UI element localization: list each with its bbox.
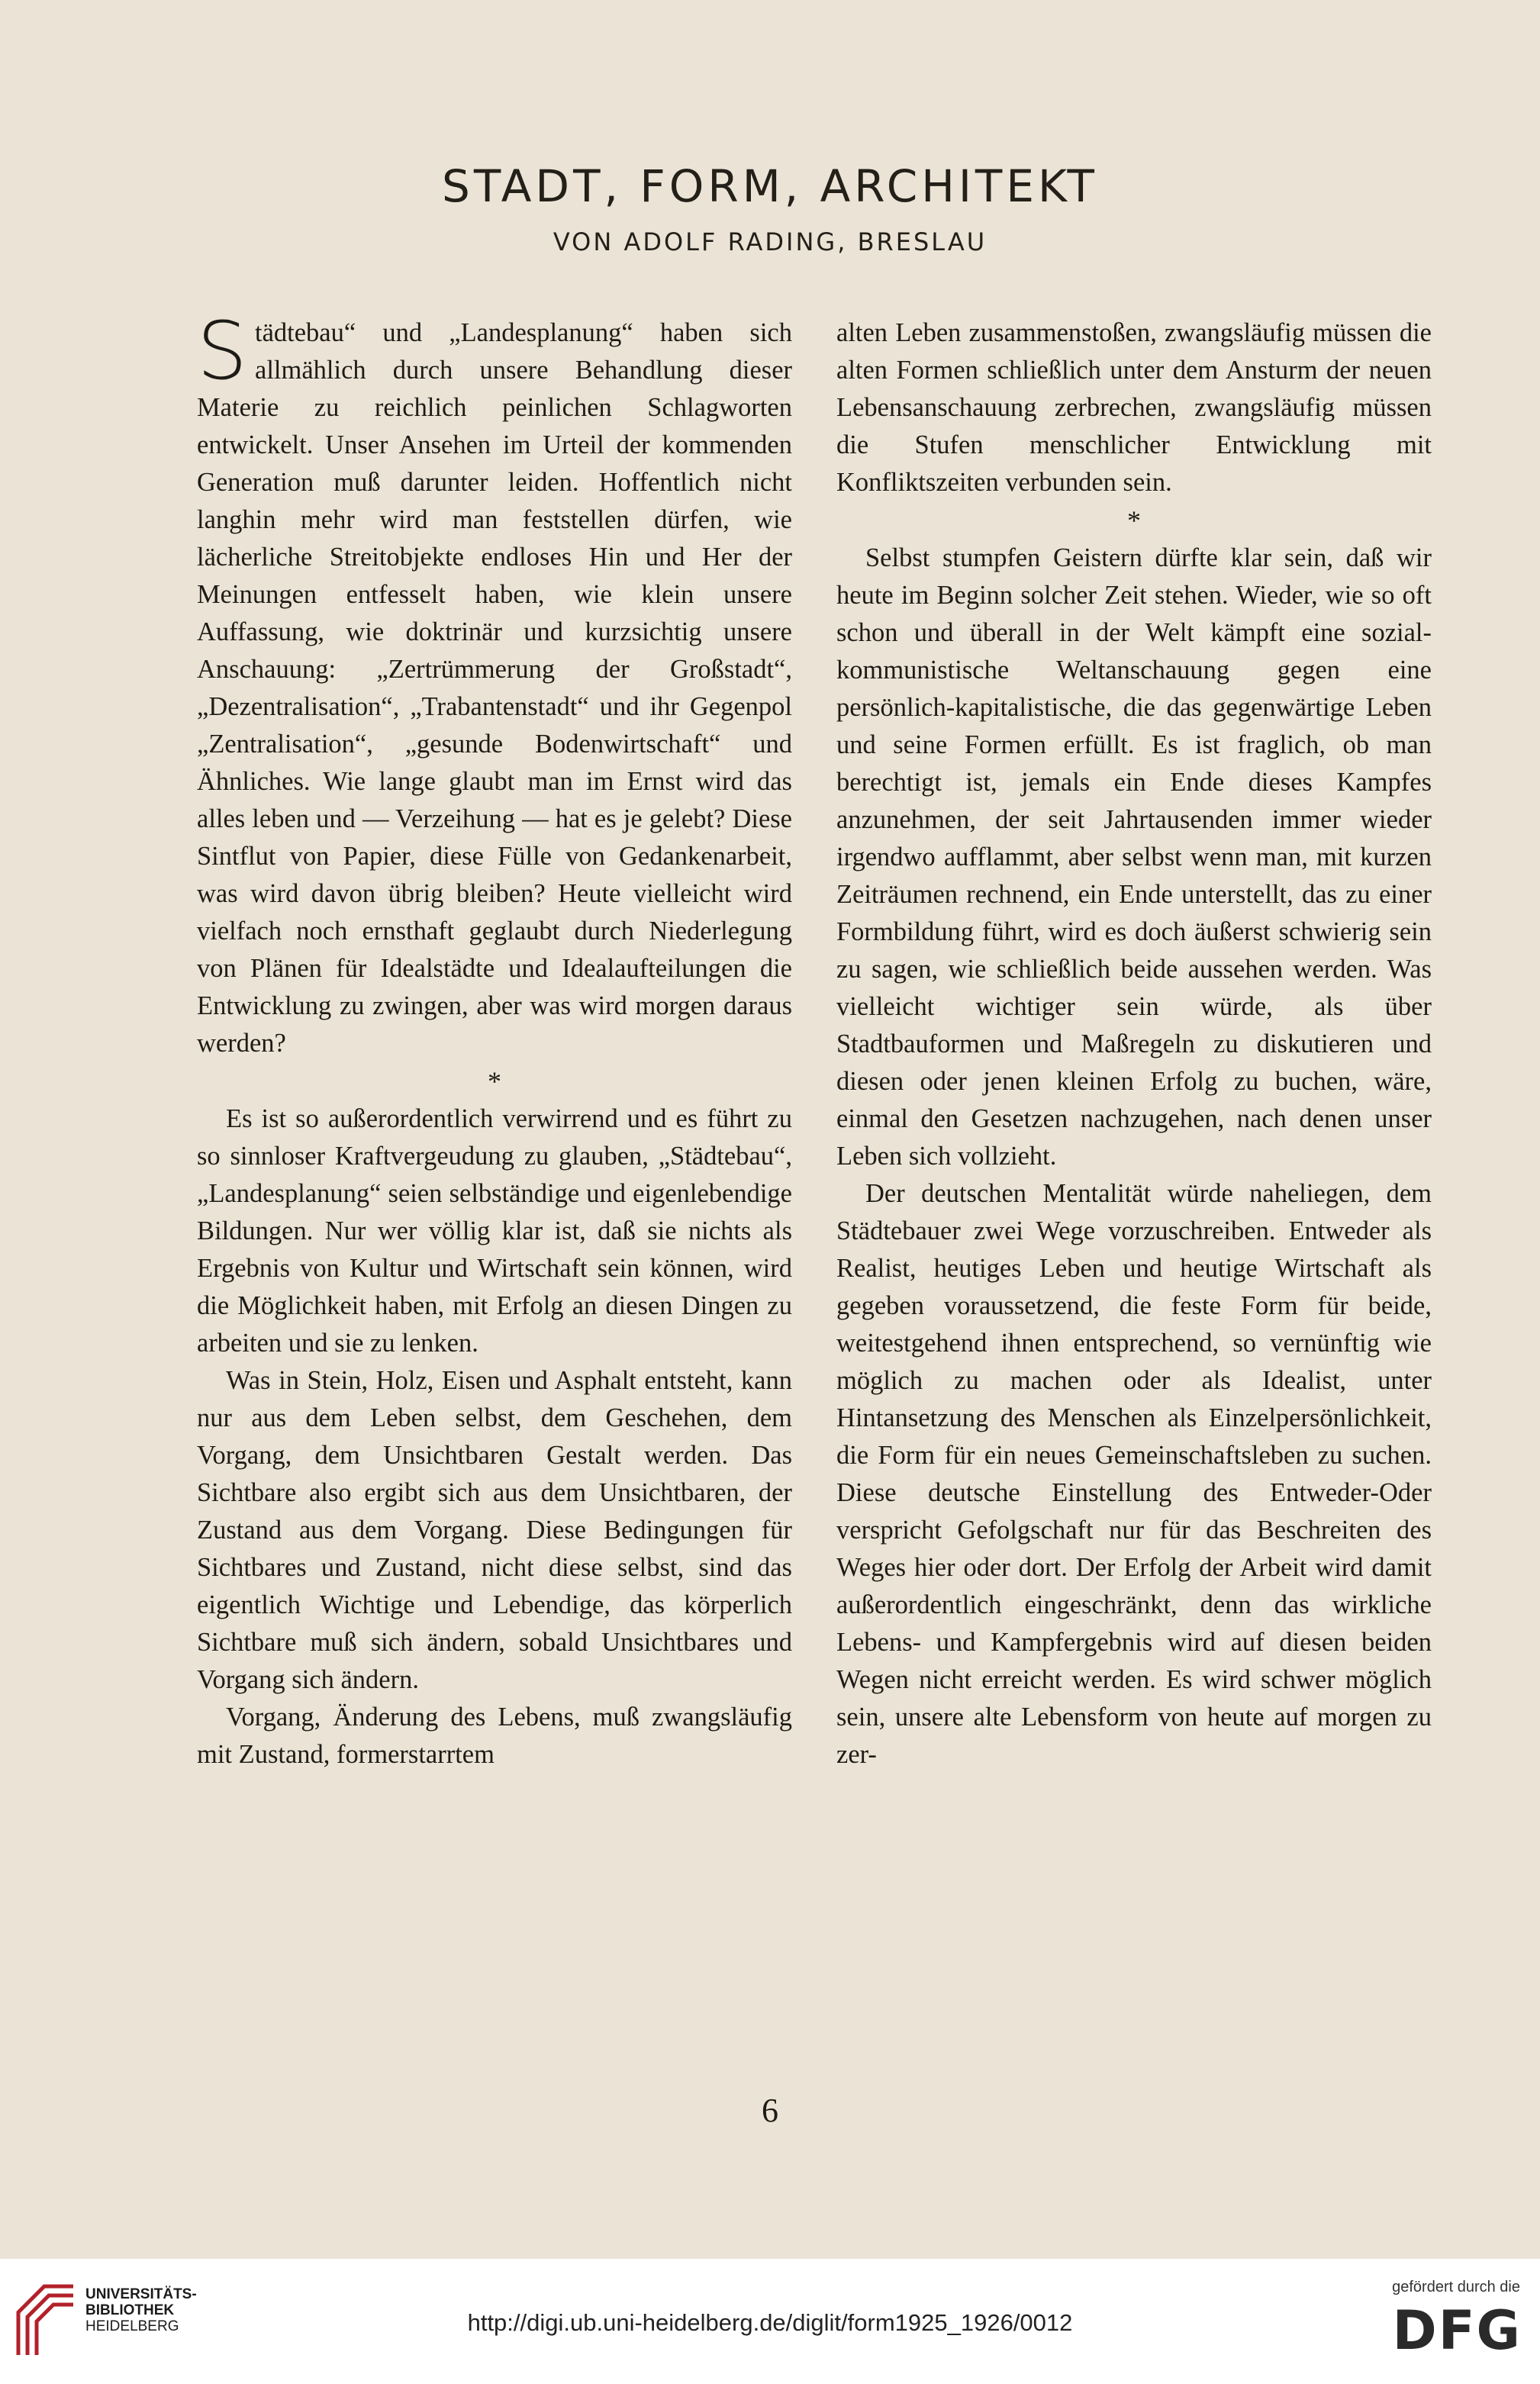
left-text-column <box>197 304 792 1774</box>
paragraph: Selbst stumpfen Geistern dürfte klar sein, daß wir heute im Beginn solcher Zeit stehen. Wieder, wie so oft schon und überall in der Welt kämpft eine sozial-kommunistische Weltanschauung gegen eine persönlich-kapitalistische, die das gegenwärtige Leben und seine Formen erfüllt. Es ist fraglich, ob man berechtigt ist, jemals ein Ende dieses Kampfes anzunehmen, der seit Jahrtausenden immer wieder irgendwo aufflammt, aber selbst wenn man, mit kurzen Zeiträumen rechnend, ein Ende unterstellt, das zu einer Formbildung führt, wird es doch äußerst schwierig sein zu sagen, wie schließlich beide aussehen werden. Was vielleicht wichtiger sein würde, als über Stadtbauformen und Maßregeln zu diskutieren und diesen oder jenen kleinen Erfolg zu buchen, wäre, einmal den Gesetzen nachzugehen, nach denen unser Leben sich vollzieht. <box>836 543 1432 1171</box>
library-name-line: BIBLIOTHEK <box>85 2302 175 2318</box>
right-text-column <box>836 314 1432 1774</box>
article-byline: VON ADOLF RADING, BRESLAU <box>553 227 987 256</box>
article-title: STADT, FORM, ARCHITEKT <box>442 160 1098 212</box>
section-separator: * <box>488 1066 501 1097</box>
paragraph: Vorgang, Änderung des Lebens, muß zwangsläufig mit Zustand, formerstarrtem <box>197 1703 792 1769</box>
page-number: 6 <box>762 2092 778 2129</box>
section-separator: * <box>1127 505 1141 536</box>
paragraph <box>197 304 792 1062</box>
paragraph: Der deutschen Mentalität würde naheliegen, dem Städtebauer zwei Wege vorzuschreiben. Entweder als Realist, heutiges Leben und heutige Wirtschaft als gegeben voraussetzend, die feste Form für beide, weitestgehend ihnen entsprechend, so vernünftig wie möglich zu machen oder als Idealist, unter Hintansetzung des Menschen als Einzelpersönlichkeit, die Form für ein neues Gemeinschaftsleben zu suchen. Diese deutsche Einstellung des Entweder-Oder verspricht Gefolgschaft nur für das Beschreiten des Weges hier oder dort. Der Erfolg der Arbeit wird damit außerordentlich eingeschränkt, denn das wirkliche Lebens- und Kampfergebnis wird auf diesen beiden Wegen nicht erreicht werden. Es wird schwer möglich sein, unsere alte Lebensform von heute auf morgen zu zer- <box>836 1179 1432 1769</box>
paragraph: Was in Stein, Holz, Eisen und Asphalt entsteht, kann nur aus dem Leben selbst, dem Geschehen, dem Vorgang, dem Unsichtbaren Gestalt werden. Das Sichtbare also ergibt sich aus dem Unsichtbaren, der Zustand aus dem Vorgang. Diese Bedingungen für Sichtbares und Zustand, nicht diese selbst, sind das eigentlich Wichtige und Lebendige, das körperlich Sichtbare muß sich ändern, sobald Unsichtbares und Vorgang sich ändern. <box>197 1366 792 1694</box>
paragraph: Es ist so außerordentlich verwirrend und es führt zu so sinnloser Kraftvergeudung zu glauben, „Städtebau“, „Landesplanung“ seien selbständige und eigenlebendige Bildungen. Nur wer völlig klar ist, daß sie nichts als Ergebnis von Kultur und Wirtschaft sein können, wird die Möglichkeit haben, mit Erfolg an diesen Dingen zu arbeiten und sie zu lenken. <box>197 1104 792 1358</box>
permalink-url[interactable]: http://digi.ub.uni-heidelberg.de/diglit/form1925_1926/0012 <box>467 2309 1073 2336</box>
library-name-line: HEIDELBERG <box>85 2318 179 2334</box>
drop-cap: S <box>197 304 248 398</box>
sponsor-caption: gefördert durch die <box>1392 2279 1520 2295</box>
dfg-logo: DFG <box>1392 2299 1522 2362</box>
footer-bar <box>0 2259 1540 2384</box>
paragraph-text: tädtebau“ und „Landesplanung“ haben sich allmählich durch unsere Behandlung dieser Materie zu reichlich peinlichen Schlagworten entwickelt. Unser Ansehen im Urteil der kommenden Generation muß darunter leiden. Hoffentlich nicht langhin mehr wird man feststellen dürfen, wie lächerliche Streitobjekte endloses Hin und Her der Meinungen entfesselt haben, wie klein unsere Auffassung, wie doktrinär und kurzsichtig unsere Anschauung: „Zertrümmerung der Großstadt“, „Dezentralisation“, „Trabantenstadt“ und ihr Gegenpol „Zentralisation“, „gesunde Bodenwirtschaft“ und Ähnliches. Wie lange glaubt man im Ernst wird das alles leben und — Verzeihung — hat es je gelebt? Diese Sintflut von Papier, diese Fülle von Gedankenarbeit, was wird davon übrig bleiben? Heute vielleicht wird vielfach noch ernsthaft geglaubt durch Niederlegung von Plänen für Idealstädte und Idealaufteilungen die Entwicklung zu zwingen, aber was wird morgen daraus werden? <box>197 318 792 1058</box>
library-name-line: UNIVERSITÄTS- <box>85 2286 197 2302</box>
paragraph: alten Leben zusammenstoßen, zwangsläufig müssen die alten Formen schließlich unter dem Ansturm der neuen Lebensanschauung zerbrechen, zwangsläufig müssen die Stufen menschlicher Entwicklung mit Konfliktszeiten verbunden sein. <box>836 318 1432 497</box>
